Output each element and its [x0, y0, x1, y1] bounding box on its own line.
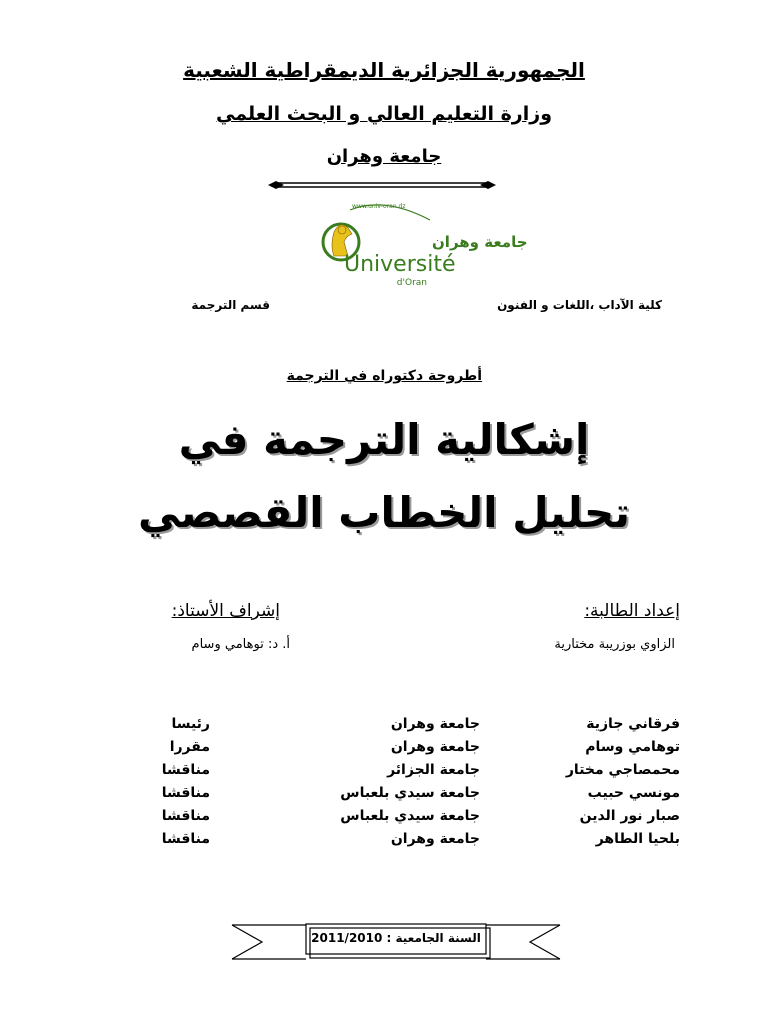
student-label: إعداد الطالبة:: [584, 601, 680, 621]
ministry-heading: وزارة التعليم العالي و البحث العلمي: [216, 103, 552, 125]
committee-name: فرقاني جازية: [586, 716, 680, 732]
committee-role: رئيسا: [171, 716, 210, 732]
university-heading: جامعة وهران: [326, 146, 442, 167]
student-name: الزاوي بوزريبة مختارية: [554, 637, 675, 652]
committee-university: جامعة سيدي بلعباس: [340, 808, 480, 824]
committee-role: مناقشا: [161, 808, 210, 824]
committee-role: مناقشا: [161, 785, 210, 801]
thesis-type: أطروحة دكتوراه في الترجمة: [286, 368, 482, 384]
thesis-title-line1: إشكالية الترجمة في: [178, 415, 590, 464]
committee-university: جامعة وهران: [390, 831, 480, 847]
header-divider: [268, 180, 496, 190]
republic-heading: الجمهورية الجزائرية الديمقراطية الشعبية: [183, 58, 585, 82]
supervisor-label: إشراف الأستاذ:: [171, 601, 280, 621]
logo-url: www.univ-oran.dz: [352, 203, 406, 210]
divider-diamond-left: [268, 181, 284, 189]
thesis-title-line2: تحليل الخطاب القصصي: [137, 488, 631, 537]
committee-name: مونسي حبيب: [587, 785, 680, 801]
committee-name: صبار نور الدين: [579, 808, 680, 824]
banner-chevron-right: [530, 925, 560, 959]
committee-university: جامعة الجزائر: [387, 762, 480, 778]
logo-arabic-name: جامعة وهران: [432, 233, 528, 251]
faculty-label: كلية الآداب ،اللغات و الفنون: [497, 298, 662, 312]
committee-university: جامعة وهران: [390, 716, 480, 732]
banner-chevron-left: [232, 925, 262, 959]
committee-name: توهامي وسام: [585, 739, 680, 755]
committee-role: مناقشا: [161, 831, 210, 847]
committee-role: مناقشا: [161, 762, 210, 778]
committee-name: محمصاجي مختار: [565, 762, 680, 778]
divider-diamond-right: [480, 181, 496, 189]
committee-role: مقررا: [169, 739, 210, 755]
university-logo: [314, 192, 528, 292]
committee-name: بلحيا الطاهر: [595, 831, 680, 847]
logo-latin-name: Université: [344, 252, 456, 277]
supervisor-name: أ. د: توهامي وسام: [191, 637, 290, 652]
committee-university: جامعة وهران: [390, 739, 480, 755]
department-label: قسم الترجمة: [191, 298, 270, 312]
committee-university: جامعة سيدي بلعباس: [340, 785, 480, 801]
logo-city: d'Oran: [396, 278, 427, 288]
academic-year: السنة الجامعية : 2011/2010: [311, 931, 481, 945]
